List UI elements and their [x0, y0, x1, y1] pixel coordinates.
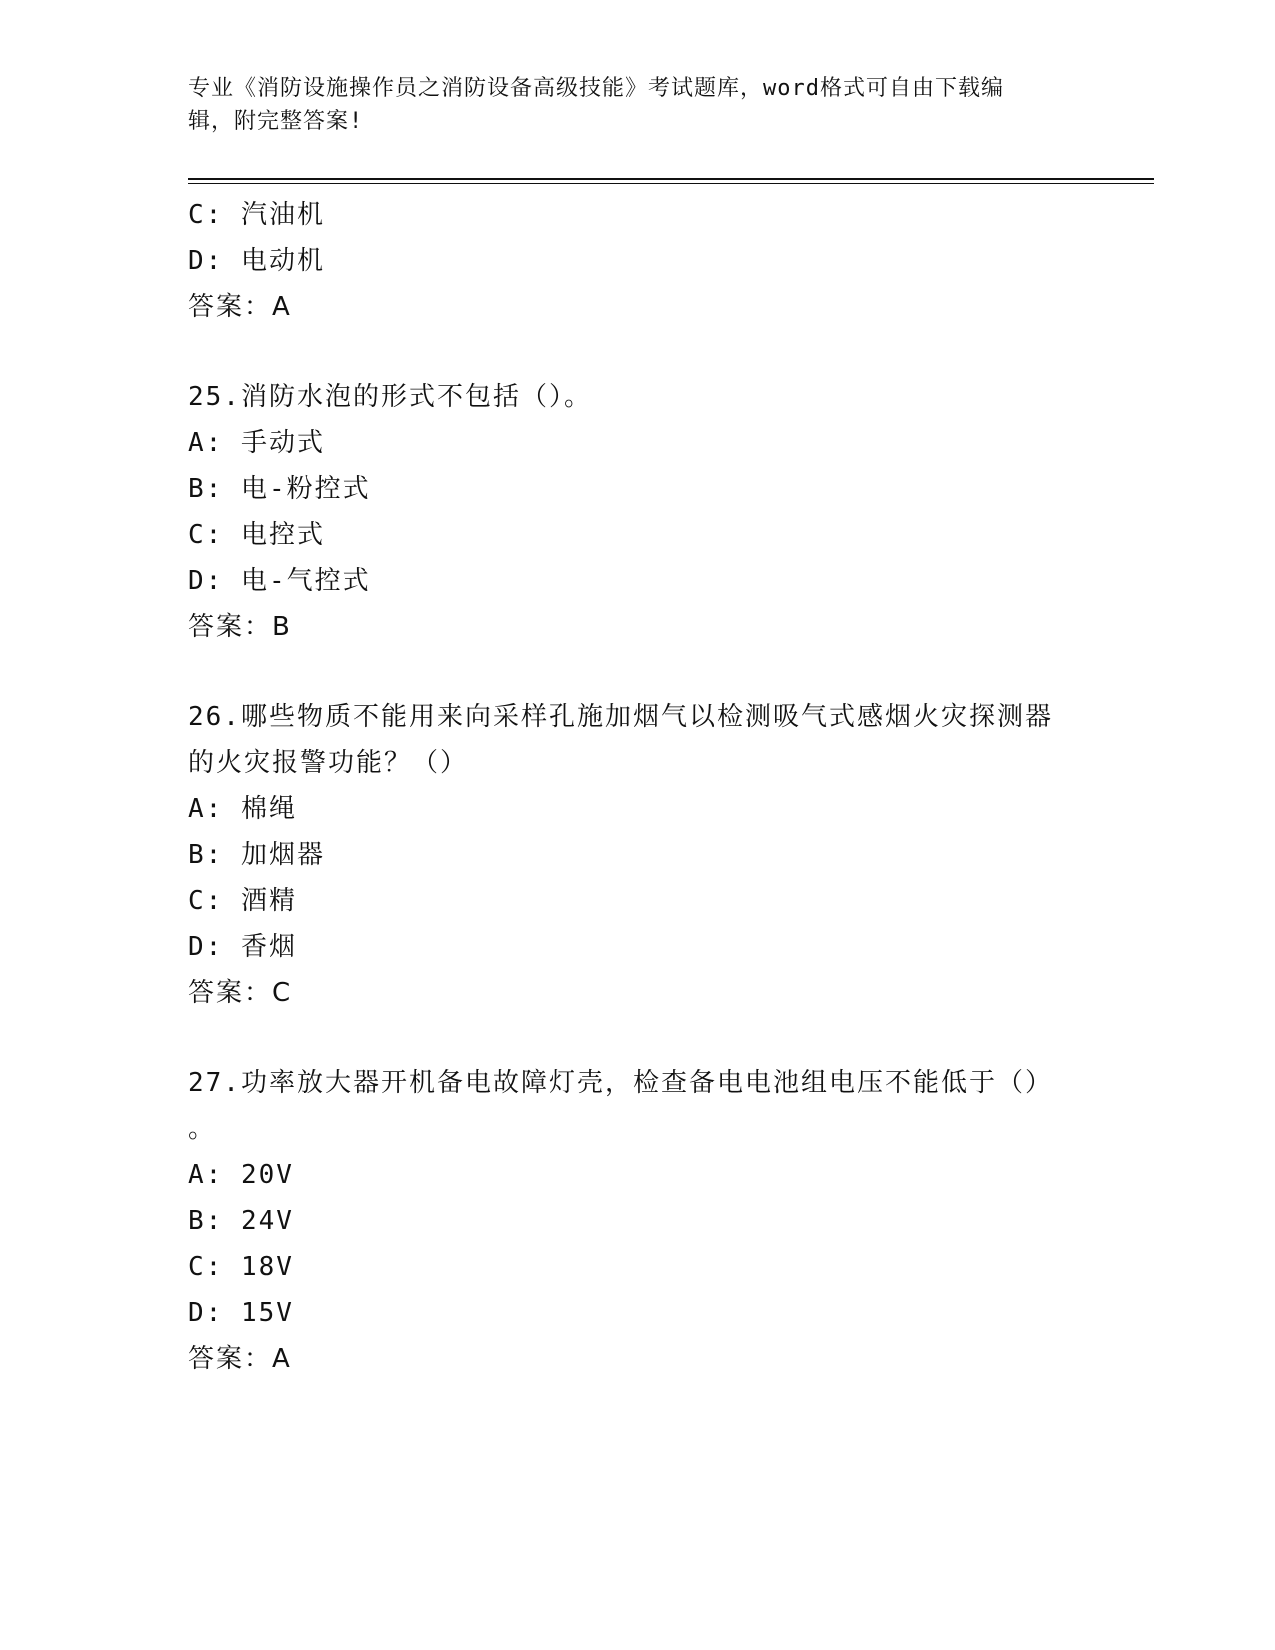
question-stem-continued: 的火灾报警功能？（） [188, 748, 469, 778]
question-25 [188, 374, 1078, 650]
continued-question [188, 192, 1078, 330]
question-27 [188, 1060, 1078, 1382]
option-c: C: 酒精 [188, 886, 297, 916]
header-line-2: 辑，附完整答案! [188, 109, 364, 134]
option-a: A: 20V [188, 1160, 294, 1190]
question-stem: 27.功率放大器开机备电故障灯壳，检查备电电池组电压不能低于（） [188, 1068, 1053, 1098]
header-divider [188, 178, 1154, 184]
option-d: D: 电-气控式 [188, 566, 371, 596]
option-d: D: 香烟 [188, 932, 297, 962]
document-header [188, 72, 1068, 138]
question-stem-continued: 。 [188, 1114, 217, 1144]
header-line-1: 专业《消防设施操作员之消防设备高级技能》考试题库，word格式可自由下载编 [188, 76, 1004, 101]
question-stem: 26.哪些物质不能用来向采样孔施加烟气以检测吸气式感烟火灾探测器 [188, 702, 1053, 732]
answer-line: 答案：B [188, 612, 292, 642]
answer-line: 答案：A [188, 1344, 292, 1374]
option-a: A: 手动式 [188, 428, 325, 458]
option-b: B: 24V [188, 1206, 294, 1236]
option-b: B: 加烟器 [188, 840, 325, 870]
option-c: C: 18V [188, 1252, 294, 1282]
question-26 [188, 694, 1078, 1016]
question-stem: 25.消防水泡的形式不包括（）。 [188, 382, 592, 412]
option-b: B: 电-粉控式 [188, 474, 371, 504]
question-list [188, 192, 1078, 1426]
option-a: A: 棉绳 [188, 794, 297, 824]
option-d: D: 电动机 [188, 246, 325, 276]
option-c: C: 汽油机 [188, 200, 325, 230]
option-d: D: 15V [188, 1298, 294, 1328]
answer-line: 答案：C [188, 978, 293, 1008]
option-c: C: 电控式 [188, 520, 325, 550]
answer-line: 答案：A [188, 292, 292, 322]
